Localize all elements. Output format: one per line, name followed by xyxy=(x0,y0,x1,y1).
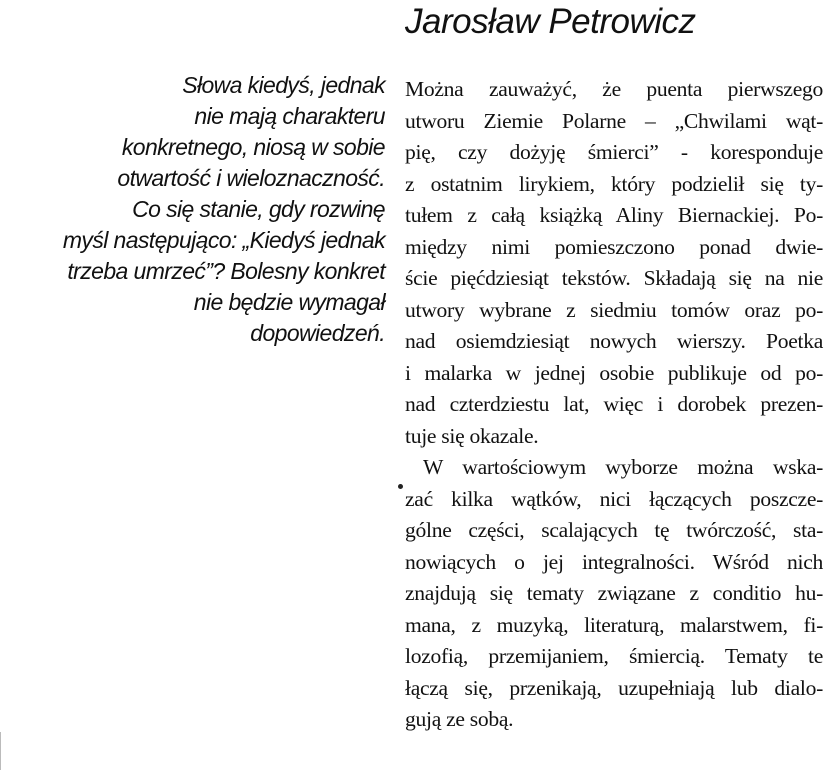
body-line: zać kilka wątków, nici łączących poszcze- xyxy=(405,486,823,511)
body-line: tułem z całą książką Aliny Biernackiej. Po- xyxy=(405,203,823,227)
body-line: utwory wybrane z siedmiu tomów oraz po- xyxy=(405,297,823,322)
body-line: mana, z muzyką, literaturą, malarstwem, fi- xyxy=(405,612,823,637)
pull-quote-line: nie będzie wymagał xyxy=(193,289,385,315)
pull-quote xyxy=(5,70,385,349)
pull-quote-line: trzeba umrzeć”? Bolesny konkret xyxy=(67,258,385,284)
article-body xyxy=(405,74,823,736)
pull-quote-line: dopowiedzeń. xyxy=(250,320,385,346)
body-line: utworu Ziemie Polarne – „Chwilami wąt- xyxy=(405,108,823,133)
body-line: gólne części, scalających tę twórczość, sta- xyxy=(405,518,823,542)
pull-quote-line: Co się stanie, gdy rozwinę xyxy=(132,196,385,222)
body-line: nad czterdziestu lat, więc i dorobek prezen- xyxy=(405,392,823,416)
pull-quote-line: Słowa kiedyś, jednak xyxy=(182,72,385,98)
body-line: między nimi pomieszczono ponad dwie- xyxy=(405,234,823,259)
author-name: Jarosław Petrowicz xyxy=(405,2,696,41)
body-line: nowiących o jej integralności. Wśród nich xyxy=(405,549,823,574)
body-line: znajdują się tematy związane z conditio hu- xyxy=(405,581,823,605)
paragraph-1 xyxy=(405,74,823,452)
margin-rule xyxy=(0,732,1,770)
body-line: Można zauważyć, że puenta pierwszego xyxy=(405,77,823,101)
pull-quote-line: otwartość i wieloznaczność. xyxy=(117,165,385,191)
body-line: ście pięćdziesiąt tekstów. Składają się na nie xyxy=(405,266,823,290)
body-line: lozofią, przemijaniem, śmiercią. Tematy te xyxy=(405,644,823,668)
body-line: i malarka w jednej osobie publikuje od po- xyxy=(405,360,823,385)
pull-quote-line: nie mają charakteru xyxy=(194,103,385,129)
paragraph-bullet-icon xyxy=(398,484,403,489)
pull-quote-line: myśl następująco: „Kiedyś jednak xyxy=(62,227,385,253)
paragraph-2 xyxy=(405,452,823,736)
body-line: tuje się okazale. xyxy=(405,423,539,448)
body-line: W wartościowym wyborze można wska- xyxy=(423,455,823,479)
pull-quote-line: konkretnego, niosą w sobie xyxy=(121,134,385,160)
body-line: łączą się, przenikają, uzupełniają lub dialo- xyxy=(405,675,823,700)
body-line: pię, czy dożyję śmierci” - koresponduje xyxy=(405,140,823,164)
body-line: gują ze sobą. xyxy=(405,707,514,731)
body-line: nad osiemdziesiąt nowych wierszy. Poetka xyxy=(405,329,823,353)
body-line: z ostatnim lirykiem, który podzielił się ty- xyxy=(405,171,823,196)
